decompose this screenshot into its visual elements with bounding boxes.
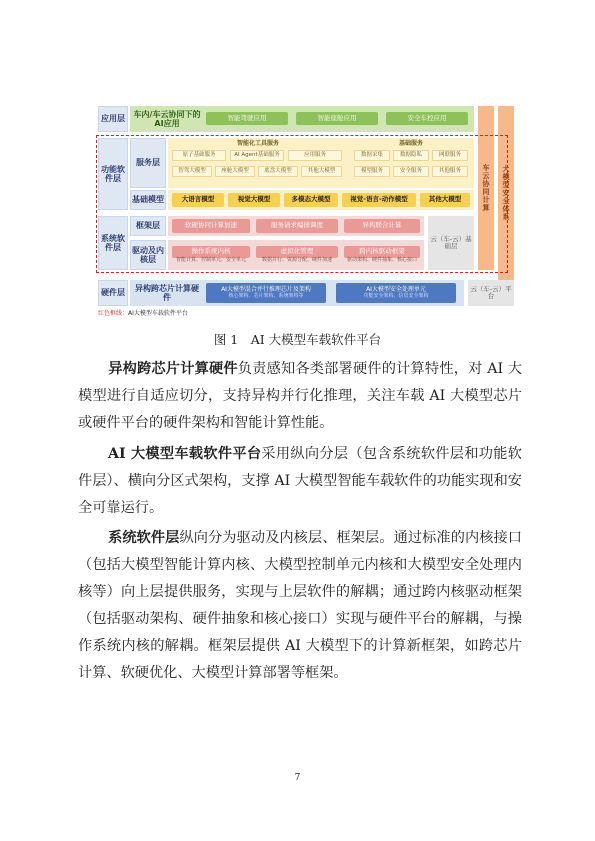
func-layer-label: 功能软件层 bbox=[98, 138, 128, 210]
tool-group-title: 智能化工具服务 bbox=[236, 139, 279, 147]
hw-item-1-title: AI大模型安全处理单元 bbox=[366, 285, 426, 293]
model-3: 视觉-语言-动作模型 bbox=[342, 193, 416, 207]
hw-item-1 bbox=[336, 283, 456, 303]
app-item-2: 安全车控应用 bbox=[386, 112, 468, 125]
hw-item-0-title: AI大模型混合并行推理芯片及架构 bbox=[221, 285, 311, 293]
kernel-item-2-sub: 驱动架构、硬件抽象、核心接口 bbox=[346, 257, 417, 264]
base-2: 网联服务 bbox=[432, 150, 468, 161]
hw-item-0-sub: 核心架构、芯片架构、系统架构等 bbox=[228, 292, 304, 299]
base-3: 模型服务 bbox=[354, 166, 390, 177]
frame-0: 软硬协同计算加速 bbox=[172, 219, 250, 233]
figure-caption: 图 1 AI 大模型车载软件平台 bbox=[213, 332, 382, 347]
tool-1: AI Agent基础服务 bbox=[230, 150, 284, 161]
hw-layer-label: 硬件层 bbox=[98, 280, 128, 306]
frame-layer-label: 框架层 bbox=[130, 216, 166, 236]
hw-item-0 bbox=[206, 283, 326, 303]
model-layer-label: 基础模型 bbox=[130, 190, 166, 210]
paragraph-2-term: AI 大模型车载软件平台 bbox=[108, 446, 262, 462]
base-4: 安全服务 bbox=[393, 166, 429, 177]
kernel-item-0-sub: 智能计算、控制单元、安全单元 bbox=[175, 257, 246, 264]
app-item-1: 智能座舱应用 bbox=[296, 112, 378, 125]
tool-4: 座舱大模型 bbox=[215, 166, 255, 177]
paragraph-3 bbox=[78, 525, 522, 687]
paragraph-1 bbox=[78, 356, 522, 437]
cloud-platform: 云（车-云）平台 bbox=[468, 280, 514, 306]
architecture-figure bbox=[96, 104, 518, 326]
page-number: 7 bbox=[294, 773, 301, 783]
kernel-item-1-sub: 数据并行、资源分配、硬件加速 bbox=[261, 257, 332, 264]
tool-0: 原子基础服务 bbox=[172, 150, 226, 161]
legend-value: AI大模型车载软件平台 bbox=[128, 309, 188, 317]
paragraph-2-text: 采用纵向分层（包含系统软件层和功能软件层）、横向分区式架构，支撑 AI 大模型智能车载软件的功能实现和安全可靠运行。 bbox=[78, 446, 522, 516]
model-1: 视觉大模型 bbox=[228, 193, 280, 207]
paragraph-2 bbox=[78, 441, 522, 522]
model-0: 大语言模型 bbox=[172, 193, 224, 207]
safety-label: 大模型安全体系 bbox=[502, 165, 511, 221]
model-2: 多模态大模型 bbox=[284, 193, 338, 207]
kernel-item-0-title: 操作系统内核 bbox=[172, 246, 250, 258]
sys-layer-label: 系统软件层 bbox=[98, 216, 128, 270]
frame-2: 异构联合计算 bbox=[344, 219, 420, 233]
hw-layer-group: 异构跨芯片计算硬件 bbox=[135, 283, 199, 302]
paragraph-3-text: 纵向分为驱动及内核层、框架层。通过标准的内核接口（包括大模型智能计算内核、大模型控制单元内核和大模型安全处理内核等）向上层提供服务，实现与上层软件的解耦；通过跨内核驱动框架（包括驱动架构、硬件抽象和核心接口）实现与硬件平台的解耦，与操作系统内核的解耦。框架层提供 AI 大模型下的计算新框架，如跨芯片计算、软硬优化、大模型计算部署等框架。 bbox=[78, 530, 522, 681]
tool-6: 其他大模型 bbox=[301, 166, 342, 177]
app-layer-label: 应用层 bbox=[98, 106, 128, 132]
base-0: 数据采集 bbox=[354, 150, 390, 161]
tool-2: 应用服务 bbox=[288, 150, 342, 161]
tool-5: 底盘大模型 bbox=[258, 166, 298, 177]
legend-key: 红色框线： bbox=[98, 309, 129, 317]
cloud-base-layer: 云（车-云）基础层 bbox=[428, 216, 474, 270]
paragraph-1-term: 异构跨芯片计算硬件 bbox=[108, 361, 238, 377]
app-layer-group: 车内/车云协同下的AI应用 bbox=[133, 109, 201, 128]
kernel-item-2-title: 跨内核驱动框架 bbox=[344, 246, 420, 258]
tool-3: 智驾大模型 bbox=[172, 166, 212, 177]
service-layer-label: 服务层 bbox=[130, 138, 166, 188]
platform-dashed-boundary bbox=[96, 135, 511, 273]
kernel-item-1-title: 虚拟化管理 bbox=[256, 246, 338, 258]
base-group-title: 基础服务 bbox=[398, 139, 423, 147]
app-item-0: 智能驾驶应用 bbox=[206, 112, 288, 125]
legend bbox=[98, 309, 258, 319]
hw-item-1-sub: 功能安全架构、信息安全架构 bbox=[363, 292, 429, 299]
model-4: 其他大模型 bbox=[420, 193, 470, 207]
base-5: 其他服务 bbox=[432, 166, 468, 177]
paragraph-3-term: 系统软件层 bbox=[108, 530, 180, 546]
frame-1: 服务请求编排调度 bbox=[256, 219, 338, 233]
kernel-layer-label: 驱动及内核层 bbox=[130, 240, 166, 270]
paragraph-1-text: 负责感知各类部署硬件的计算特性，对 AI 大模型进行自适应切分，支持异构并行化推理，关注车载 AI 大模型芯片或硬件平台的硬件架构和智能计算性能。 bbox=[78, 361, 522, 431]
cloud-compute-label: 车云协同计算 bbox=[482, 164, 491, 212]
base-1: 数据隐私 bbox=[393, 150, 429, 161]
